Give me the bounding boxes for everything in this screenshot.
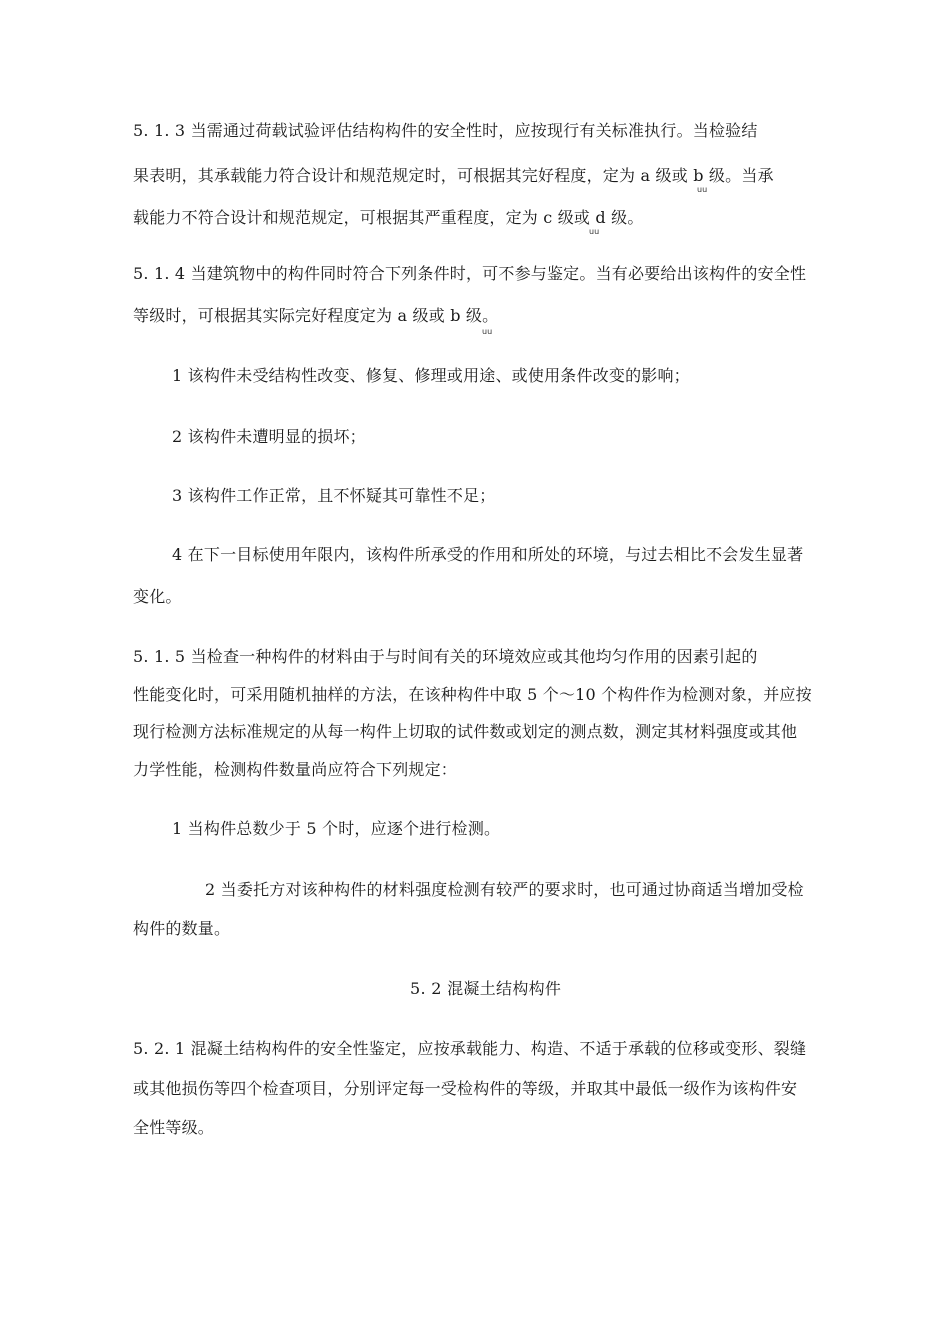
clause-5-1-4-item-3: 3 该构件工作正常，且不怀疑其可靠性不足； xyxy=(172,486,496,505)
clause-5-1-4-item-4-line-2: 变化。 xyxy=(133,587,182,606)
clause-5-1-4-line-1: 5. 1. 4 当建筑物中的构件同时符合下列条件时，可不参与鉴定。当有必要给出该构件的安全性 xyxy=(133,264,807,283)
clause-5-1-5-item-1: 1 当构件总数少于 5 个时，应逐个进行检测。 xyxy=(172,819,501,838)
clause-5-1-4-line-2: 等级时，可根据其实际完好程度定为 a 级或 b 级。 xyxy=(133,306,499,325)
clause-5-1-5-item-2-line-2: 构件的数量。 xyxy=(133,919,231,938)
clause-5-1-3-marker-2: uu xyxy=(589,227,600,236)
clause-5-2-1-line-3: 全性等级。 xyxy=(133,1118,215,1137)
clause-5-1-5-line-2: 性能变化时，可采用随机抽样的方法，在该种构件中取 5 个～10 个构件作为检测对象，并应按 xyxy=(133,685,812,704)
clause-5-1-4-item-1: 1 该构件未受结构性改变、修复、修理或用途、或使用条件改变的影响； xyxy=(172,366,690,385)
clause-5-1-5-line-3: 现行检测方法标准规定的从每一构件上切取的试件数或划定的测点数，测定其材料强度或其他 xyxy=(133,722,798,741)
clause-5-1-3-line-2: 果表明，其承载能力符合设计和规范规定时，可根据其完好程度，定为 a 级或 b 级。当承 xyxy=(133,166,774,185)
clause-5-1-4-item-2: 2 该构件未遭明显的损坏； xyxy=(172,427,366,446)
clause-5-1-3-line-1: 5. 1. 3 当需通过荷载试验评估结构构件的安全性时，应按现行有关标准执行。当检验结 xyxy=(133,121,758,140)
clause-5-1-4-marker: uu xyxy=(482,327,493,336)
clause-5-1-5-line-4: 力学性能，检测构件数量尚应符合下列规定： xyxy=(133,760,458,779)
section-5-2-heading: 5. 2 混凝土结构构件 xyxy=(410,979,562,998)
clause-5-1-3-line-3: 载能力不符合设计和规范规定，可根据其严重程度，定为 c 级或 d 级。 xyxy=(133,208,644,227)
clause-5-2-1-line-2: 或其他损伤等四个检查项目，分别评定每一受检构件的等级，并取其中最低一级作为该构件安 xyxy=(133,1079,798,1098)
clause-5-1-5-line-1: 5. 1. 5 当检查一种构件的材料由于与时间有关的环境效应或其他均匀作用的因素引起的 xyxy=(133,647,758,666)
clause-5-1-5-item-2-line-1: 2 当委托方对该种构件的材料强度检测有较严的要求时，也可通过协商适当增加受检 xyxy=(205,880,804,899)
clause-5-1-4-item-4-line-1: 4 在下一目标使用年限内，该构件所承受的作用和所处的环境，与过去相比不会发生显著 xyxy=(172,545,804,564)
clause-5-1-3-marker-1: uu xyxy=(697,185,708,194)
clause-5-2-1-line-1: 5. 2. 1 混凝土结构构件的安全性鉴定，应按承载能力、构造、不适于承载的位移或变形、裂缝 xyxy=(133,1039,807,1058)
